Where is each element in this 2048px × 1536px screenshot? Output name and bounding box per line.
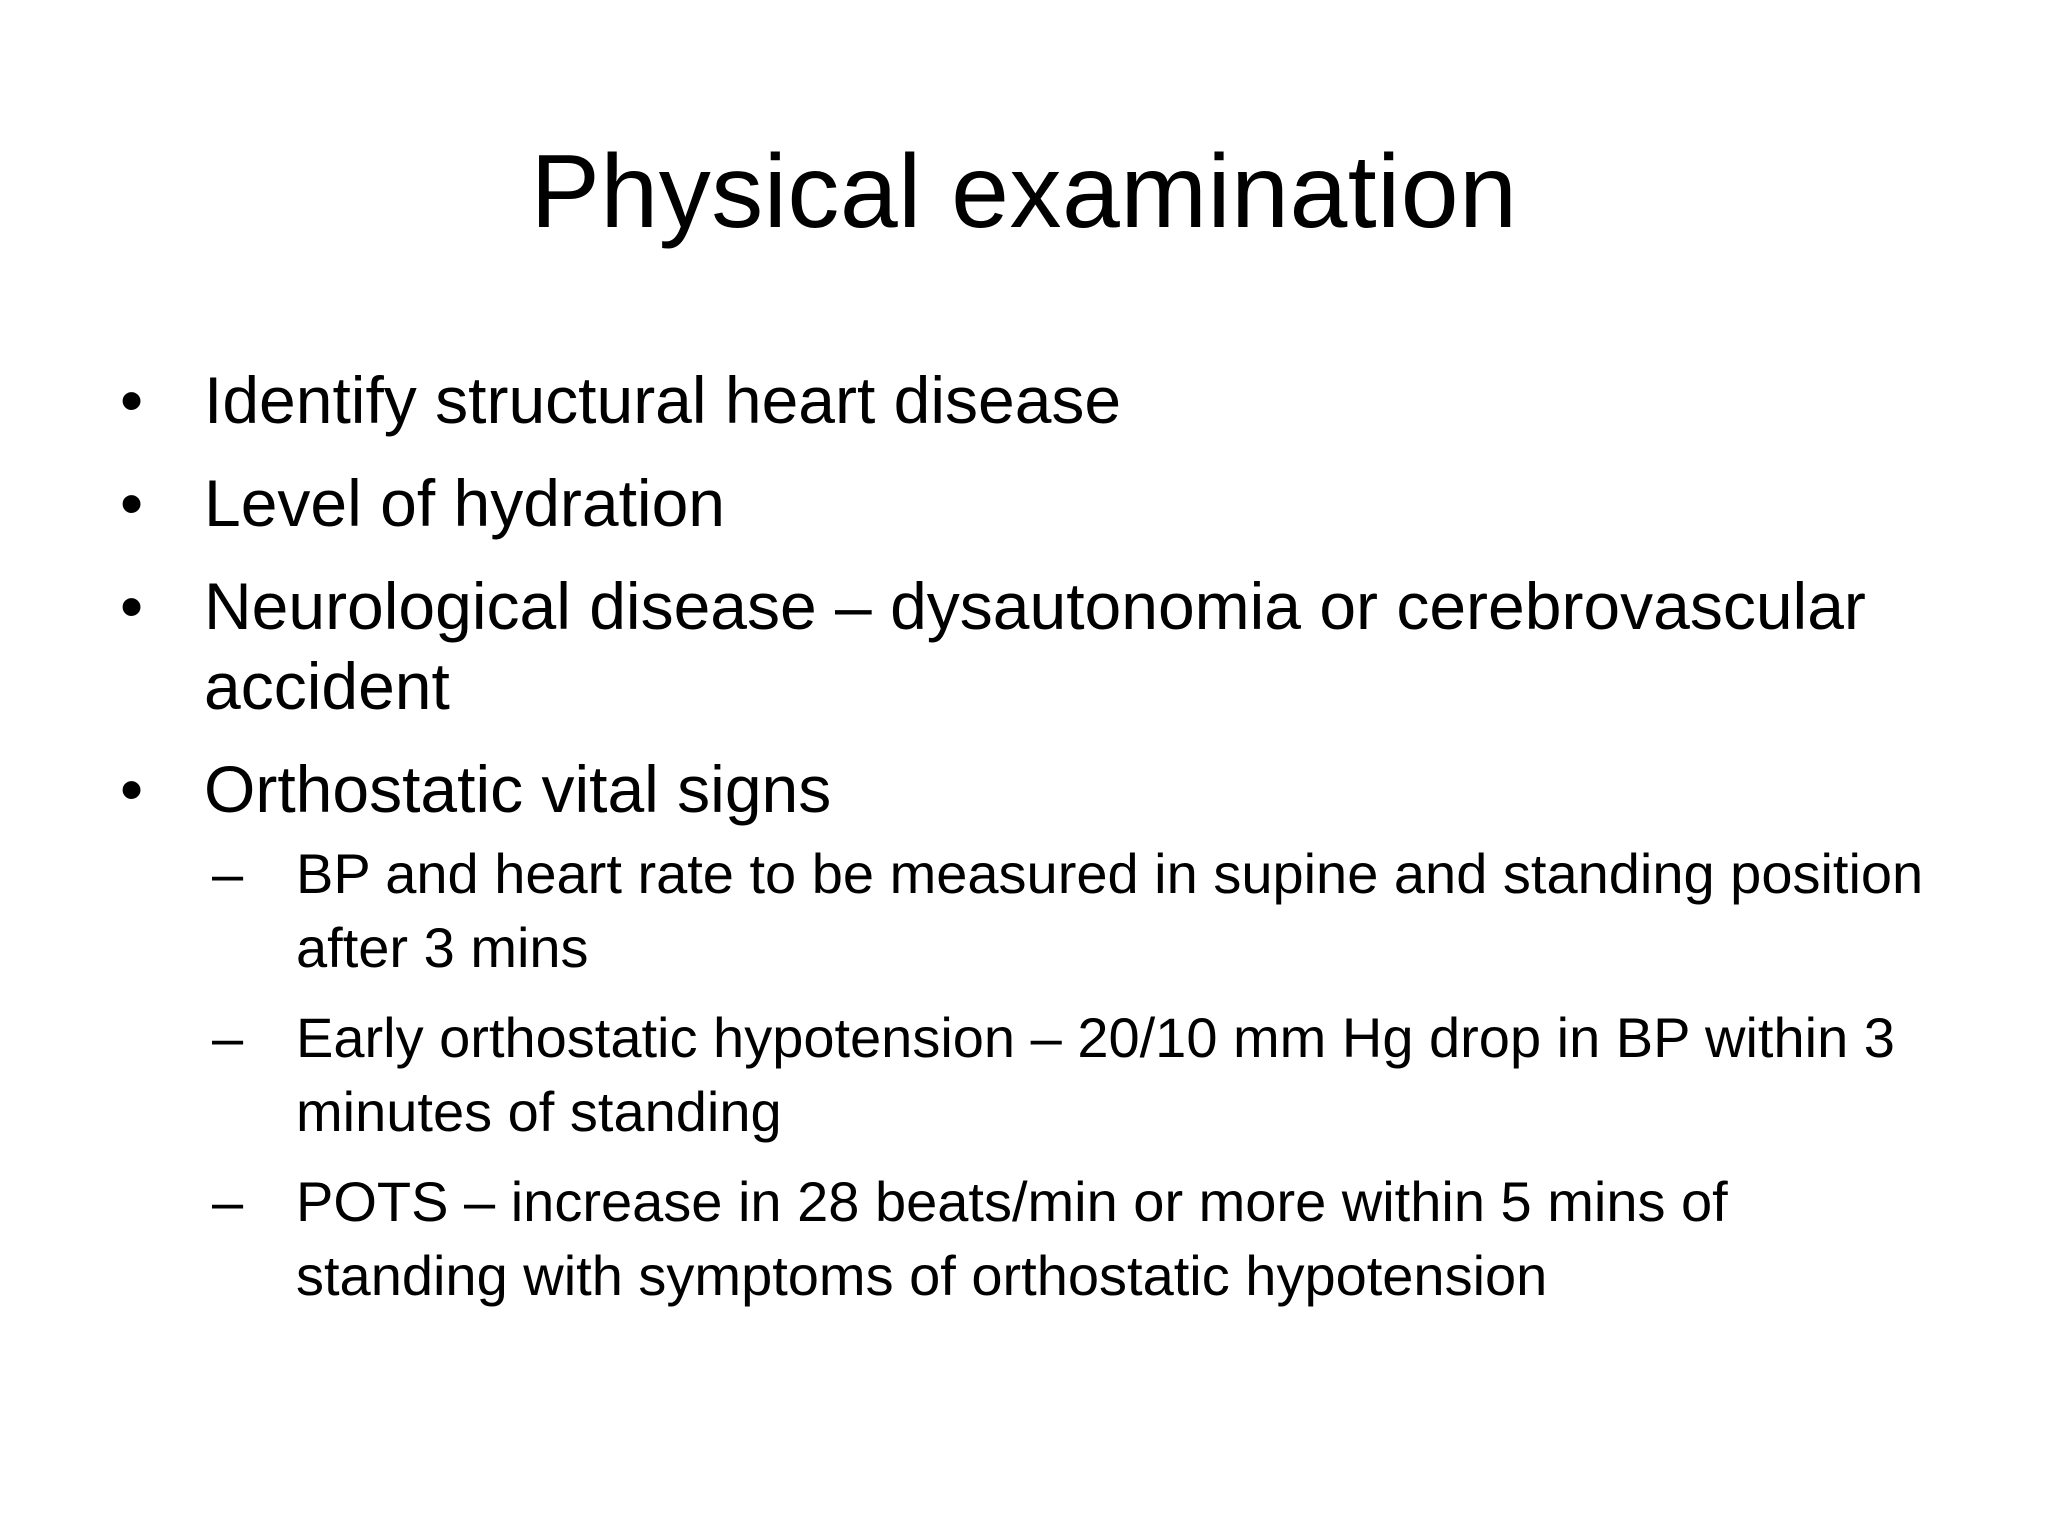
bullet-item xyxy=(120,566,1940,726)
bullet-marker: • xyxy=(120,466,144,540)
sub-bullet-text: POTS – increase in 28 beats/min or more within 5 mins of standing with symptoms of orthostatic hypotension xyxy=(296,1170,1728,1307)
sub-bullet-marker: – xyxy=(212,1170,244,1233)
sub-bullet-marker: – xyxy=(212,1006,244,1069)
bullet-text: Level of hydration xyxy=(204,466,726,540)
bullet-text: Orthostatic vital signs xyxy=(204,752,832,826)
bullet-marker: • xyxy=(120,752,144,826)
sub-bullet-list xyxy=(204,837,1940,1313)
bullet-marker: • xyxy=(120,363,144,437)
sub-bullet-item xyxy=(212,1165,1940,1313)
sub-bullet-text: Early orthostatic hypotension – 20/10 mm Hg drop in BP within 3 minutes of standing xyxy=(296,1006,1895,1143)
sub-bullet-marker: – xyxy=(212,842,244,905)
bullet-marker: • xyxy=(120,569,144,643)
sub-bullet-text: BP and heart rate to be measured in supine and standing position after 3 mins xyxy=(296,842,1924,979)
bullet-list xyxy=(120,360,1940,1336)
slide-title: Physical examination xyxy=(530,134,1518,250)
bullet-item xyxy=(120,360,1940,440)
sub-bullet-item xyxy=(212,1001,1940,1149)
bullet-text: Identify structural heart disease xyxy=(204,363,1122,437)
sub-bullet-item xyxy=(212,837,1940,985)
bullet-text: Neurological disease – dysautonomia or cerebrovascular accident xyxy=(204,569,1866,723)
bullet-item xyxy=(120,749,1940,1313)
bullet-item xyxy=(120,463,1940,543)
